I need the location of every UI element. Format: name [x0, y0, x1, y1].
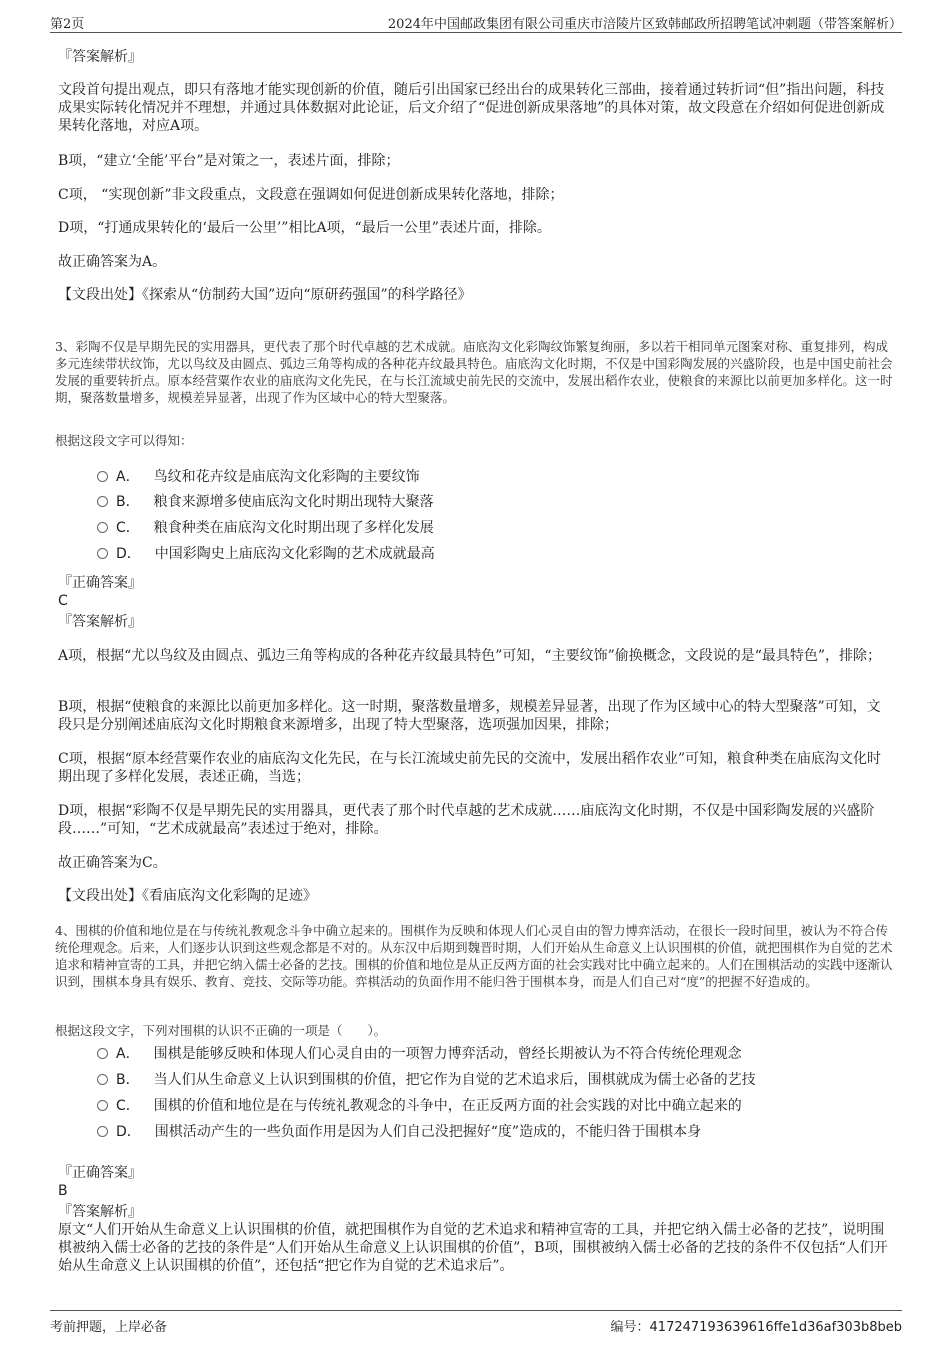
q4-answer-label: 『正确答案』 [58, 1165, 142, 1181]
page-header [50, 10, 902, 33]
q3-answer-label: 『正确答案』 [58, 575, 142, 591]
q3-answer: C [58, 593, 68, 609]
q3-option-b[interactable]: B． 粮食来源增多使庙底沟文化时期出现特大聚落 [97, 493, 434, 511]
q4-option-c[interactable]: C． 围棋的价值和地位是在与传统礼教观念的斗争中，在正反两方面的社会实践的对比中确立起来的 [97, 1097, 742, 1115]
q3-stem: 3、彩陶不仅是早期先民的实用器具，更代表了那个时代卓越的艺术成就。庙底沟文化彩陶纹饰繁复绚丽，多以若干相同单元图案对称、重复排列，构成多元连续带状纹饰，尤以鸟纹及由圆点、弧边三角等构成的各种花卉纹最具特色。庙底沟文化时期，不仅是中国彩陶发展的兴盛阶段，也是中国史前社会发展的重要转折点。原本经营粟作农业的庙底沟文化先民，在与长江流域史前先民的交流中，发展出稻作农业，使粮食的来源比以前更加多样化。这一时期，聚落数量增多，规模差异显著，出现了作为区域中心的特大型聚落。 [55, 339, 893, 405]
radio-icon[interactable] [97, 1100, 108, 1111]
radio-icon[interactable] [97, 522, 108, 533]
q3-option-a-explanation: A项，根据“尤以鸟纹及由圆点、弧边三角等构成的各种花卉纹最具特色”可知，“主要纹饰”偷换概念，文段说的是“最具特色”，排除； [58, 648, 882, 664]
q4-stem: 4、围棋的价值和地位是在与传统礼教观念斗争中确立起来的。围棋作为反映和体现人们心灵自由的智力博弈活动，在很长一段时间里，被认为不符合传统伦理观念。后来，人们逐步认识到这些观念都是不对的。从东汉中后期到魏晋时期，人们开始从生命意义上认识围棋的价值，就把围棋作为自觉的艺术追求和精神宣寄的工具，并把它纳入儒士必备的艺技。围棋的价值和地位是从正反两方面的社会实践对比中确立起来的。人们在围棋活动的实践中逐渐认识到，围棋本身具有娱乐、教育、竞技、交际等功能。弈棋活动的负面作用不能归咎于围棋本身，而是人们自己对“度”的把握不好造成的。 [55, 923, 893, 989]
radio-icon[interactable] [97, 1074, 108, 1085]
q4-option-d[interactable]: D． 围棋活动产生的一些负面作用是因为人们自己没把握好“度”造成的，不能归咎于围棋本身 [97, 1123, 701, 1141]
q3-option-d[interactable]: D． 中国彩陶史上庙底沟文化彩陶的艺术成就最高 [97, 545, 435, 563]
q3-option-a[interactable]: A． 鸟纹和花卉纹是庙底沟文化彩陶的主要纹饰 [97, 468, 420, 486]
q3-option-c-explanation: C项，根据“原本经营粟作农业的庙底沟文化先民，在与长江流域史前先民的交流中，发展出稻作农业”可知，粮食种类在庙底沟文化时期出现了多样化发展，表述正确，当选； [58, 751, 882, 785]
page-number: 第2页 [50, 17, 85, 32]
q2-analysis: 文段首句提出观点，即只有落地才能实现创新的价值，随后引出国家已经出台的成果转化三部曲，接着通过转折词“但”指出问题，科技成果实际转化情况并不理想，并通过具体数据对此论证，后文介绍了“促进创新成果落地”的具体对策，故文段意在介绍如何促进创新成果转化落地，对应A项。 [58, 82, 885, 134]
q3-source: 【文段出处】《看庙底沟文化彩陶的足迹》 [58, 888, 317, 904]
q2-option-c-explanation: C项， “实现创新”非文段重点，文段意在强调如何促进创新成果转化落地，排除； [58, 187, 564, 203]
document-id: 编号：417247193639616ffe1d36af303b8beb [610, 1320, 902, 1335]
radio-icon[interactable] [97, 1126, 108, 1137]
q3-prompt: 根据这段文字可以得知： [55, 433, 193, 448]
q4-analysis-label: 『答案解析』 [58, 1204, 142, 1220]
q4-answer: B [58, 1183, 68, 1199]
q3-conclusion: 故正确答案为C。 [58, 855, 167, 871]
q2-conclusion: 故正确答案为A。 [58, 254, 167, 270]
q3-option-c[interactable]: C． 粮食种类在庙底沟文化时期出现了多样化发展 [97, 519, 434, 537]
radio-icon[interactable] [97, 471, 108, 482]
radio-icon[interactable] [97, 1048, 108, 1059]
footer-slogan: 考前押题，上岸必备 [50, 1320, 168, 1335]
radio-icon[interactable] [97, 496, 108, 507]
q2-source: 【文段出处】《探索从“仿制药大国”迈向“原研药强国”的科学路径》 [58, 287, 472, 303]
q3-option-d-explanation: D项，根据“彩陶不仅是早期先民的实用器具，更代表了那个时代卓越的艺术成就……庙底沟文化时期，不仅是中国彩陶发展的兴盛阶段……”可知，“艺术成就最高”表述过于绝对，排除。 [58, 803, 875, 837]
q3-option-b-explanation: B项，根据“使粮食的来源比以前更加多样化。这一时期，聚落数量增多，规模差异显著，出现了作为区域中心的特大型聚落”可知，文段只是分别阐述庙底沟文化时期粮食来源增多，出现了特大型聚落，选项强加因果，排除； [58, 699, 881, 733]
q2-option-d-explanation: D项，“打通成果转化的‘最后一公里’”相比A项，“最后一公里”表述片面，排除。 [58, 220, 551, 236]
q4-option-a[interactable]: A． 围棋是能够反映和体现人们心灵自由的一项智力博弈活动，曾经长期被认为不符合传统伦理观念 [97, 1045, 742, 1063]
q4-prompt: 根据这段文字，下列对围棋的认识不正确的一项是（ ）。 [55, 1023, 387, 1038]
q3-analysis-label: 『答案解析』 [58, 614, 142, 630]
radio-icon[interactable] [97, 548, 108, 559]
document-title: 2024年中国邮政集团有限公司重庆市涪陵片区致韩邮政所招聘笔试冲刺题（带答案解析） [387, 17, 902, 32]
q2-analysis-label: 『答案解析』 [58, 49, 142, 65]
q2-option-b-explanation: B项，“建立‘全能’平台”是对策之一，表述片面，排除； [58, 153, 400, 169]
q4-option-b[interactable]: B． 当人们从生命意义上认识到围棋的价值，把它作为自觉的艺术追求后，围棋就成为儒士必备的艺技 [97, 1071, 756, 1089]
page-footer [50, 1310, 902, 1337]
q4-analysis: 原文“人们开始从生命意义上认识围棋的价值，就把围棋作为自觉的艺术追求和精神宣寄的工具，并把它纳入儒士必备的艺技”，说明围棋被纳入儒士必备的艺技的条件是“人们开始从生命意义上认识围棋的价值”，B项，围棋被纳入儒士必备的艺技的条件不仅包括“人们开始从生命意义上认识围棋的价值”，还包括“把它作为自觉的艺术追求后”。 [58, 1222, 888, 1274]
